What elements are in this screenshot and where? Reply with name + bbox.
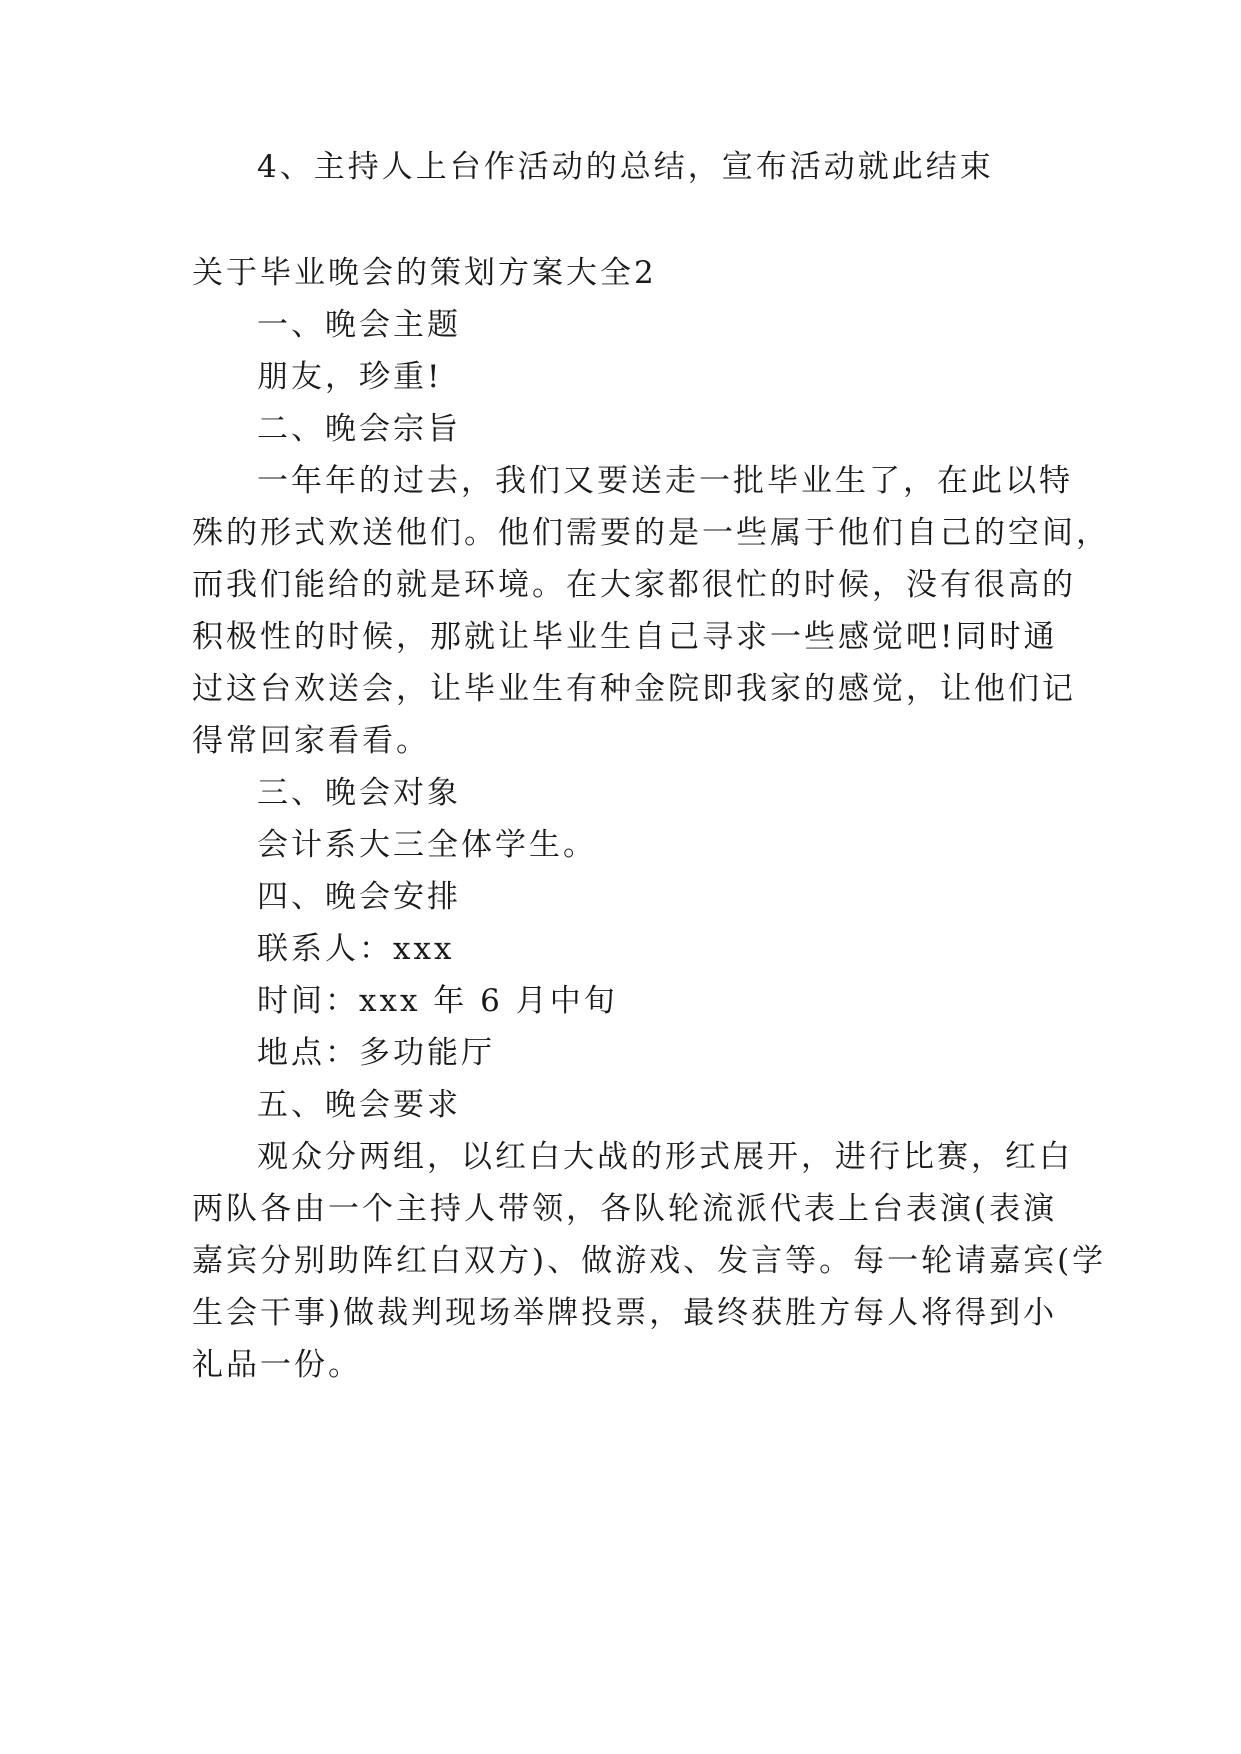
paragraph-line: 过这台欢送会，让毕业生有种金院即我家的感觉，让他们记 [192,671,1076,707]
paragraph-line: 生会干事)做裁判现场举牌投票，最终获胜方每人将得到小 [192,1295,1058,1331]
paragraph-line: 礼品一份。 [192,1347,362,1383]
paragraph-line: 一年年的过去，我们又要送走一批毕业生了，在此以特 [257,463,1073,499]
paragraph-line: 嘉宾分别助阵红白双方)、做游戏、发言等。每一轮请嘉宾(学 [192,1243,1107,1279]
theme-text: 朋友，珍重! [257,359,443,395]
audience-text: 会计系大三全体学生。 [257,827,597,863]
paragraph-line: 殊的形式欢送他们。他们需要的是一些属于他们自己的空间， [192,515,1110,551]
paragraph-line: 积极性的时候，那就让毕业生自己寻求一些感觉吧!同时通 [192,619,1058,655]
section-heading-theme: 一、晚会主题 [257,307,461,343]
place-text: 地点：多功能厅 [257,1035,495,1071]
section-heading-audience: 三、晚会对象 [257,775,461,811]
time-text: 时间：xxx 年 6 月中旬 [257,983,618,1019]
paragraph-line: 得常回家看看。 [192,723,430,759]
paragraph-line: 观众分两组，以红白大战的形式展开，进行比赛，红白 [257,1139,1073,1175]
section-heading-purpose: 二、晚会宗旨 [257,411,461,447]
closing-item: 4、主持人上台作活动的总结，宣布活动就此结束 [257,149,994,185]
paragraph-line: 而我们能给的就是环境。在大家都很忙的时候，没有很高的 [192,567,1076,603]
contact-text: 联系人：xxx [257,931,455,967]
section-heading-arrangement: 四、晚会安排 [257,879,461,915]
document-title: 关于毕业晚会的策划方案大全2 [192,255,657,291]
section-heading-requirements: 五、晚会要求 [257,1087,461,1123]
paragraph-line: 两队各由一个主持人带领，各队轮流派代表上台表演(表演 [192,1191,1058,1227]
